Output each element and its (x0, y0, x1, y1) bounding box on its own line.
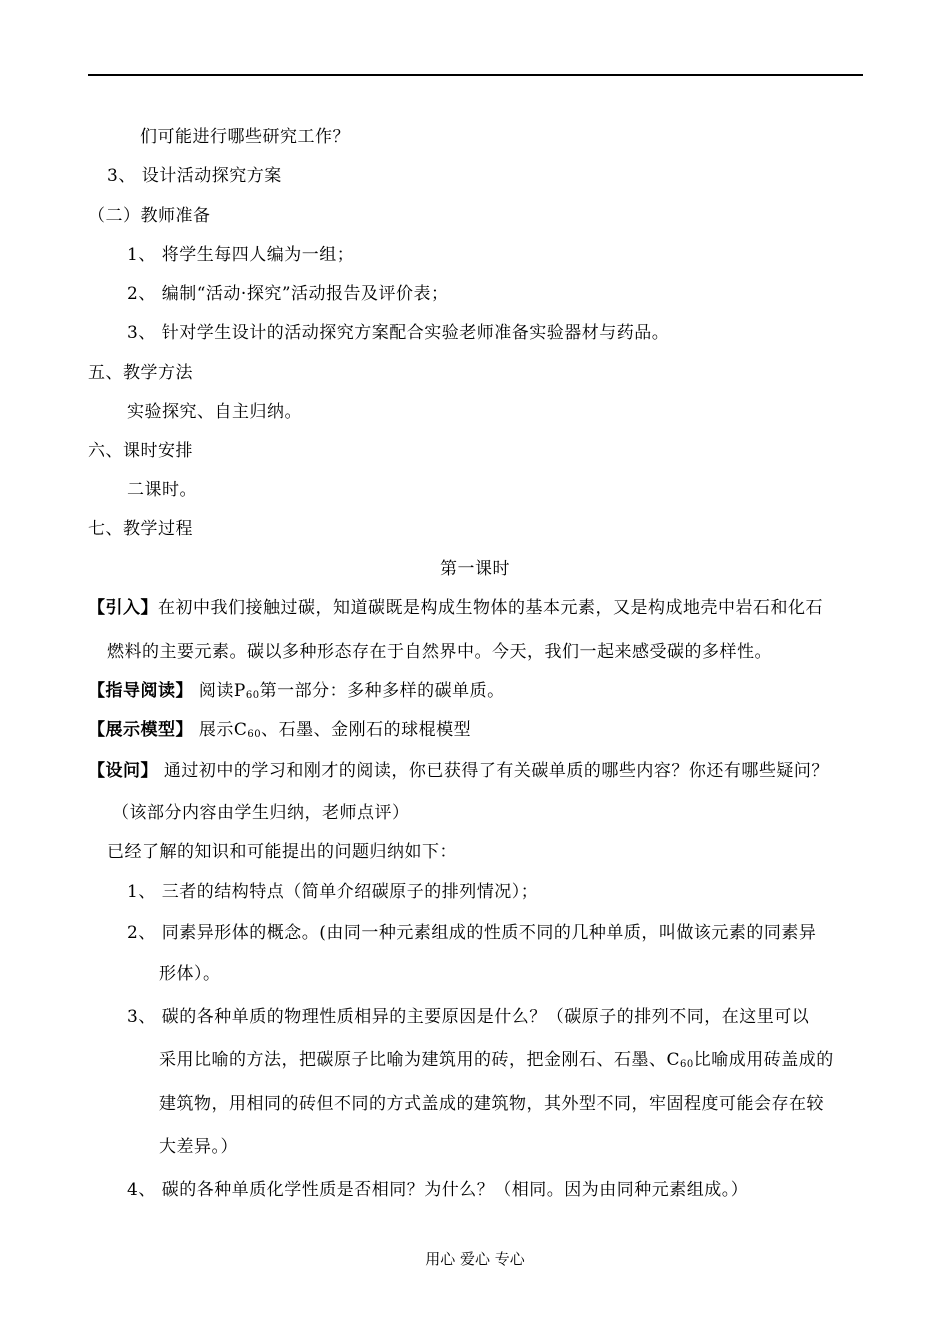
list-item: 2、 编制“活动·探究”活动报告及评价表； (127, 284, 449, 304)
text-span: 阅读P (193, 681, 246, 701)
paragraph-intro (88, 597, 823, 619)
list-item: 4、 碳的各种单质化学性质是否相同？为什么？（相同。因为由同种元素组成。） (127, 1180, 749, 1200)
text-line: 大差异。） (159, 1137, 238, 1157)
subscript: 60 (680, 1059, 694, 1070)
tag-label: 【设问】 (88, 761, 158, 781)
text-line: 3、 设计活动探究方案 (107, 166, 282, 186)
lesson-title: 第一课时 (440, 559, 510, 579)
header-rule (88, 74, 863, 76)
tag-label: 【指导阅读】 (88, 681, 193, 701)
paragraph-question (88, 760, 829, 782)
text-line: 二课时。 (127, 480, 197, 500)
text-line: 燃料的主要元素。碳以多种形态存在于自然界中。今天，我们一起来感受碳的多样性。 (107, 642, 772, 662)
list-item: 1、 将学生每四人编为一组； (127, 245, 355, 265)
text-line: 建筑物，用相同的砖但不同的方式盖成的建筑物，其外型不同，牢固程度可能会存在较 (159, 1094, 824, 1114)
text-span: 展示C (193, 720, 248, 740)
text-span: 采用比喻的方法，把碳原子比喻为建筑用的砖，把金刚石、石墨、C (159, 1050, 681, 1070)
paragraph-reading (88, 680, 505, 702)
subscript: 60 (245, 690, 260, 701)
text-span: 第一部分：多种多样的碳单质。 (259, 681, 505, 701)
text-span: 比喻成用砖盖成的 (693, 1050, 834, 1070)
text-span: 通过初中的学习和刚才的阅读，你已获得了有关碳单质的哪些内容？你还有哪些疑问？ (158, 761, 829, 781)
page-footer: 用心 爱心 专心 (425, 1250, 525, 1268)
text-span: 在初中我们接触过碳，知道碳既是构成生物体的基本元素，又是构成地壳中岩石和化石 (158, 598, 823, 618)
text-span: 、石墨、金刚石的球棍模型 (261, 720, 472, 740)
section-heading: 七、教学过程 (88, 519, 193, 539)
list-item: 2、 同素异形体的概念。(由同一种元素组成的性质不同的几种单质，叫做该元素的同素异 (127, 923, 817, 943)
text-line: 实验探究、自主归纳。 (127, 402, 302, 422)
text-line: 已经了解的知识和可能提出的问题归纳如下： (107, 842, 457, 862)
list-item: 1、 三者的结构特点（简单介绍碳原子的排列情况）； (127, 882, 539, 902)
section-heading: 六、课时安排 (88, 441, 193, 461)
text-line: 形体）。 (159, 964, 221, 984)
text-line: 们可能进行哪些研究工作？ (140, 127, 350, 147)
list-item: 3、 碳的各种单质的物理性质相异的主要原因是什么？（碳原子的排列不同，在这里可以 (127, 1007, 810, 1027)
text-line (159, 1049, 834, 1071)
paragraph-model (88, 719, 471, 741)
subscript: 60 (247, 729, 262, 740)
section-heading: （二）教师准备 (88, 206, 211, 226)
list-item: 3、 针对学生设计的活动探究方案配合实验老师准备实验器材与药品。 (127, 323, 670, 343)
section-heading: 五、教学方法 (88, 363, 193, 383)
tag-label: 【展示模型】 (88, 720, 193, 740)
text-line: （该部分内容由学生归纳，老师点评） (112, 803, 410, 823)
tag-label: 【引入】 (88, 598, 158, 618)
